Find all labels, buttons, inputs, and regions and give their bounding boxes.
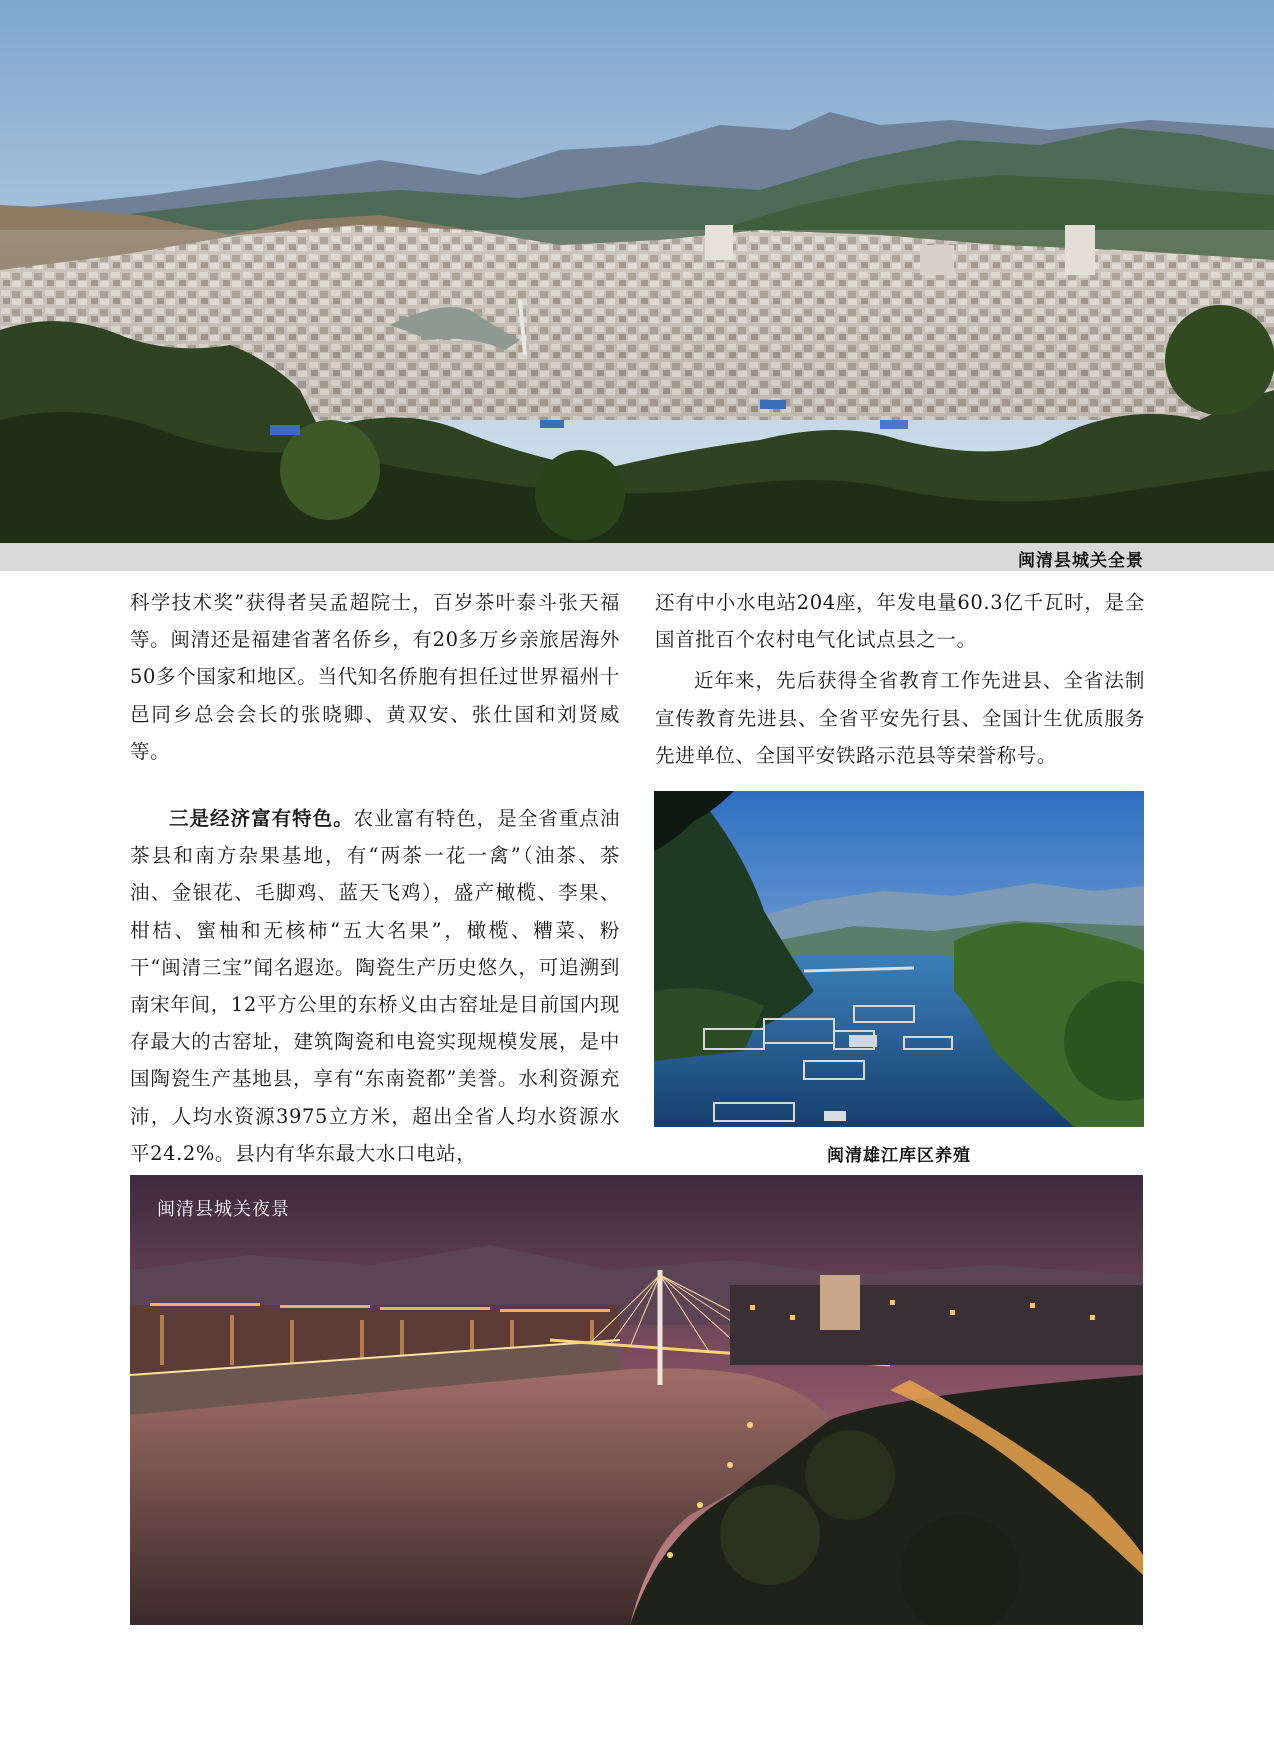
left-paragraph-1: 科学技术奖”获得者吴孟超院士，百岁茶叶泰斗张天福等。闽清还是福建省著名侨乡，有20多万乡亲旅居海外50多个国家和地区。当代知名侨胞有担任过世界福州十邑同乡总会会长的张晓卿、黄双安、张仕国和刘贤威等。 bbox=[130, 591, 620, 763]
hero-photo bbox=[0, 0, 1274, 543]
left-paragraph-2 bbox=[130, 800, 620, 1172]
county-town-night-view-image bbox=[130, 1175, 1143, 1625]
hero-caption-bar bbox=[0, 543, 1274, 571]
right-paragraph-2: 近年来，先后获得全省教育工作先进县、全省法制宣传教育先进县、全省平安先行县、全国计生优质服务先进单位、全国平安铁路示范县等荣誉称号。 bbox=[655, 669, 1145, 767]
hero-caption: 闽清县城关全景 bbox=[1018, 551, 1144, 571]
reservoir-caption: 闽清雄江库区养殖 bbox=[827, 1146, 971, 1166]
reservoir-aquaculture-image bbox=[654, 791, 1144, 1127]
left-column bbox=[130, 584, 620, 1172]
night-photo-caption: 闽清县城关夜景 bbox=[157, 1199, 290, 1220]
reservoir-photo bbox=[654, 791, 1144, 1127]
night-photo bbox=[130, 1175, 1143, 1625]
paragraph-body: 农业富有特色，是全省重点油茶县和南方杂果基地，有“两茶一花一禽”（油茶、茶油、金银花、毛脚鸡、蓝天飞鸡），盛产橄榄、李果、柑桔、蜜柚和无核柿“五大名果”，橄榄、糟菜、粉干“闽清三宝”闻名遐迩。陶瓷生产历史悠久，可追溯到南宋年间，12平方公里的东桥义由古窑址是目前国内现存最大的古窑址，建筑陶瓷和电瓷实现规模发展，是中国陶瓷生产基地县，享有“东南瓷都”美誉。水利资源充沛，人均水资源3975立方米，超出全省人均水资源水平24.2%。县内有华东最大水口电站， bbox=[130, 807, 620, 1165]
paragraph-lead: 三是经济富有特色。 bbox=[169, 807, 354, 831]
right-column bbox=[655, 584, 1145, 774]
county-town-panorama-image bbox=[0, 0, 1274, 543]
right-paragraph-1: 还有中小水电站204座，年发电量60.3亿千瓦时，是全国首批百个农村电气化试点县之一。 bbox=[655, 591, 1145, 652]
